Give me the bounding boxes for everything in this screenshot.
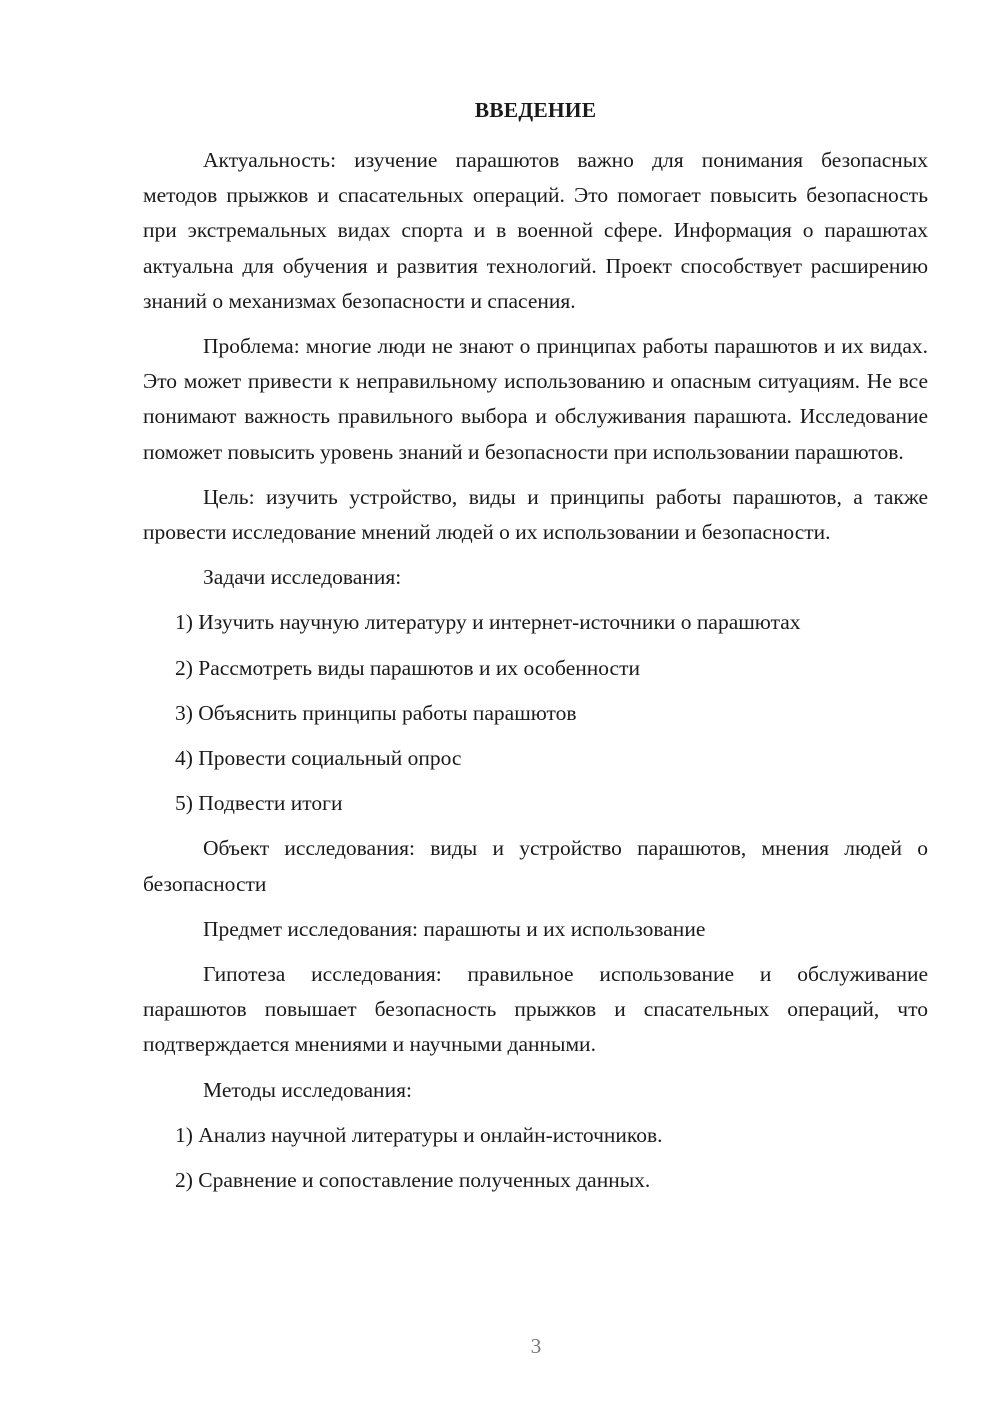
subject-paragraph: Предмет исследования: парашюты и их использование (203, 916, 706, 941)
object-paragraph: Объект исследования: виды и устройство парашютов, мнения людей о безопасности (143, 836, 928, 896)
task-item: 2) Рассмотреть виды парашютов и их особенности (175, 655, 640, 680)
methods-heading: Методы исследования: (203, 1077, 412, 1102)
task-item: 3) Объяснить принципы работы парашютов (175, 700, 577, 725)
goal-paragraph: Цель: изучить устройство, виды и принципы работы парашютов, а также провести исследование мнений людей о их использовании и безопасности. (143, 484, 928, 545)
method-item: 2) Сравнение и сопоставление полученных данных. (175, 1168, 651, 1193)
task-item: 1) Изучить научную литературу и интернет-источники о парашютах (175, 610, 801, 635)
page-number: 3 (530, 1334, 542, 1358)
tasks-list (143, 605, 928, 821)
page-title: ВВЕДЕНИЕ (474, 98, 597, 122)
tasks-heading: Задачи исследования: (203, 565, 402, 590)
task-item: 4) Провести социальный опрос (175, 746, 462, 771)
problem-paragraph: Проблема: многие люди не знают о принципах работы парашютов и их видах. Это может привести к неправильному использованию и опасным ситуациям. Не все понимают важность правильного выбора и обслуживания парашюта. Исследование поможет повысить уровень знаний и безопасности при использовании парашютов. (143, 334, 928, 464)
hypothesis-paragraph: Гипотеза исследования: правильное использование и обслуживание парашютов повышает безопасность прыжков и спасательных операций, что подтверждается мнениями и научными данными. (143, 962, 928, 1057)
page-content (143, 96, 928, 1208)
method-item: 1) Анализ научной литературы и онлайн-источников. (175, 1122, 663, 1147)
relevance-paragraph: Актуальность: изучение парашютов важно для понимания безопасных методов прыжков и спасательных операций. Это помогает повысить безопасность при экстремальных видах спорта и в военной сфере. Информация о парашютах актуальна для обучения и развития технологий. Проект способствует расширению знаний о механизмах безопасности и спасения. (143, 148, 928, 313)
methods-list (143, 1118, 928, 1198)
task-item: 5) Подвести итоги (175, 791, 343, 816)
